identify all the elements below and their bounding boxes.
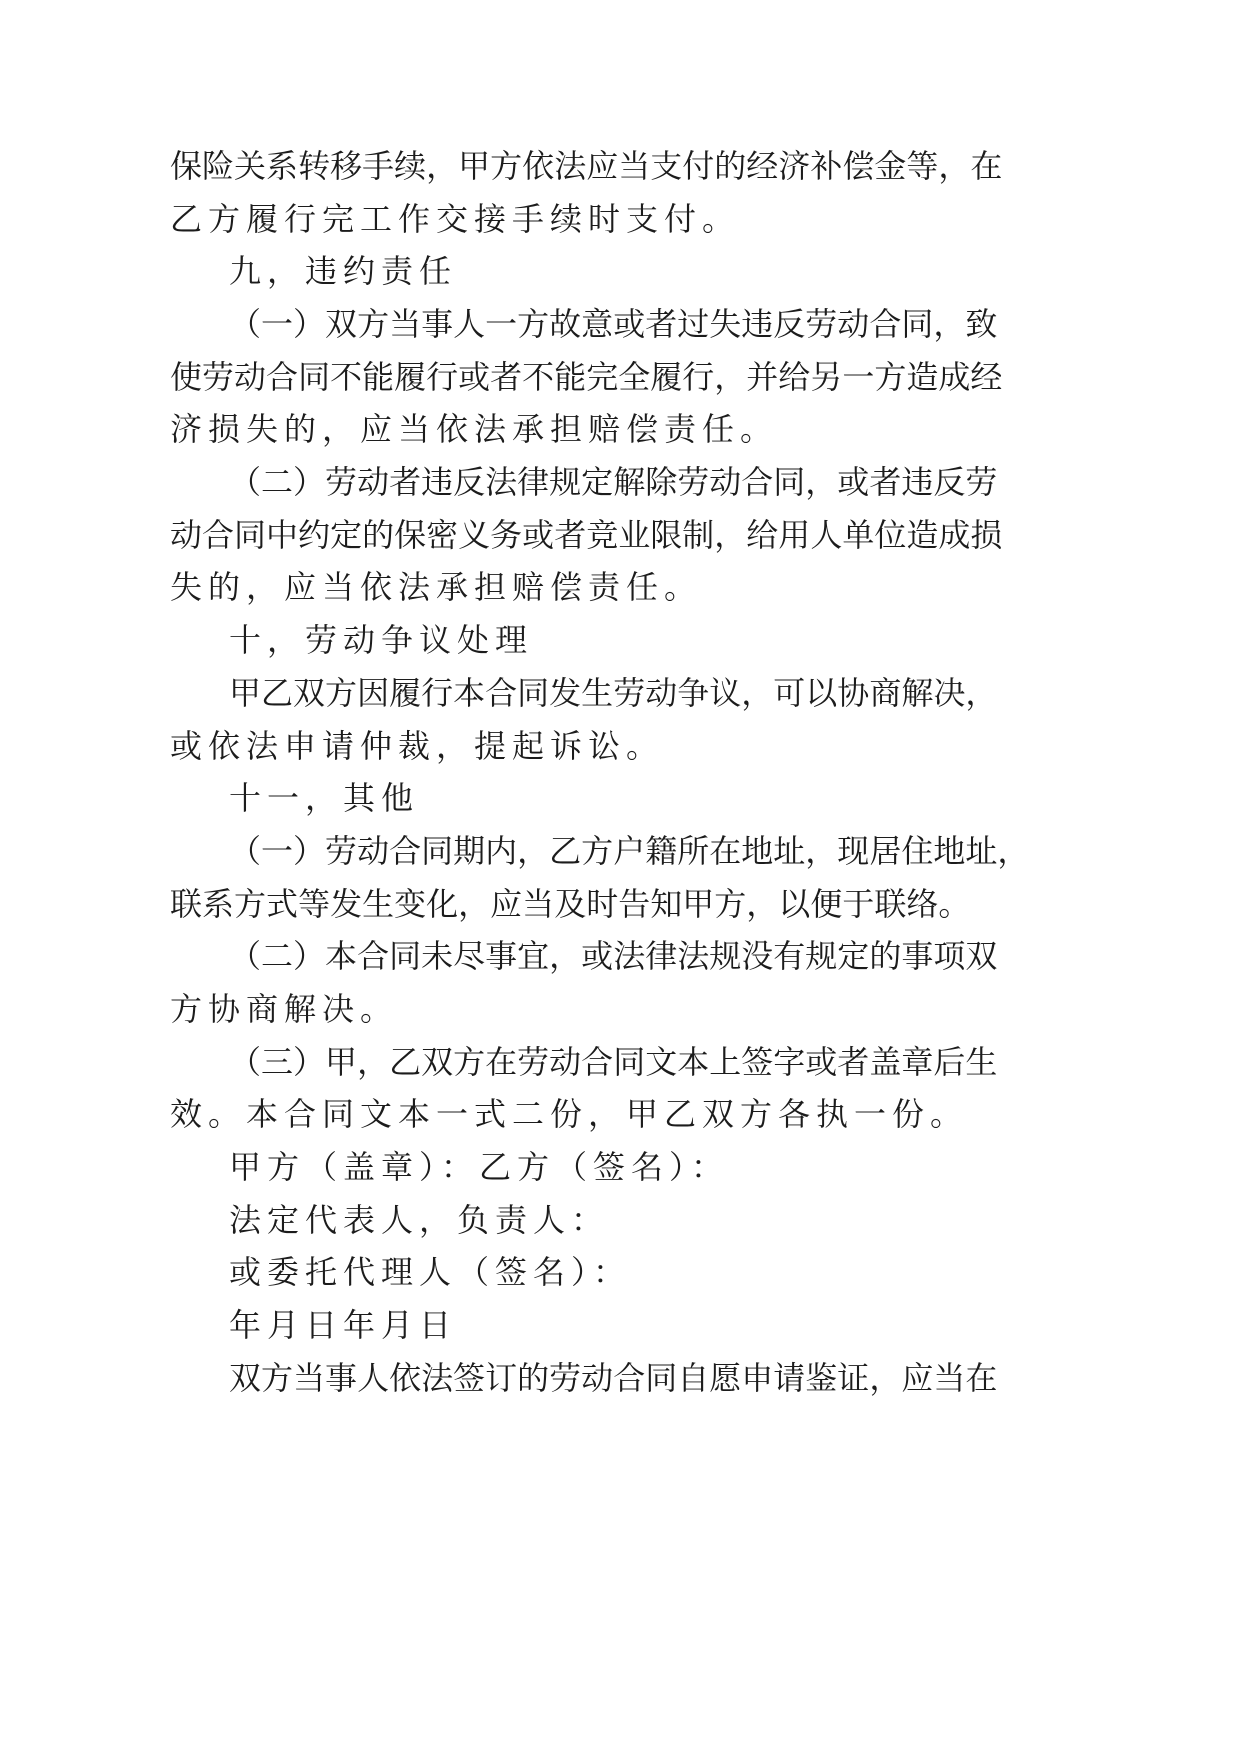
text-line: （ 二 ） 劳 动 者 违 反 法 律 规 定 解 除 劳 动 合 同 ， 或 者 违 反 劳 xyxy=(229,463,998,501)
text-line: 失的，应当依法承担赔偿责任。 xyxy=(170,568,703,606)
text-line: 方协商解决。 xyxy=(170,990,399,1028)
text-line: 效。本合同文本一式二份，甲乙双方各执一份。 xyxy=(170,1095,969,1133)
text-line: 动 合 同 中 约 定 的 保 密 义 务 或 者 竞 业 限 制 ， 给 用 人 单 位 造 成 损 xyxy=(170,516,1003,554)
section-heading: 十一，其他 xyxy=(229,779,420,817)
signature-line-agent: 或委托代理人（签名）： xyxy=(229,1253,632,1291)
text-line: 济损失的，应当依法承担赔偿责任。 xyxy=(170,410,779,448)
signature-date-line: 年月日年月日 xyxy=(229,1306,458,1344)
text-line: 或依法申请仲裁，提起诉讼。 xyxy=(170,727,665,765)
text-line: （ 一 ） 双 方 当 事 人 一 方 故 意 或 者 过 失 违 反 劳 动 合 同 ， 致 xyxy=(229,305,998,343)
section-heading: 十，劳动争议处理 xyxy=(229,621,534,659)
text-line: 双 方 当 事 人 依 法 签 订 的 劳 动 合 同 自 愿 申 请 鉴 证 ， 应 当 在 xyxy=(229,1359,998,1397)
text-line: 保 险 关 系 转 移 手 续 ， 甲 方 依 法 应 当 支 付 的 经 济 补 偿 金 等 ， 在 xyxy=(170,147,1003,185)
signature-line-representative: 法定代表人，负责人： xyxy=(229,1201,610,1239)
section-heading: 九，违约责任 xyxy=(229,252,458,290)
text-line: 使 劳 动 合 同 不 能 履 行 或 者 不 能 完 全 履 行 ， 并 给 另 一 方 造 成 经 xyxy=(170,358,1003,396)
text-line: （ 三 ） 甲 ， 乙 双 方 在 劳 动 合 同 文 本 上 签 字 或 者 盖 章 后 生 xyxy=(229,1043,998,1081)
signature-line-parties: 甲方（盖章）：乙方（签名）： xyxy=(229,1148,730,1186)
text-line: （ 一 ） 劳 动 合 同 期 内 ， 乙 方 户 籍 所 在 地 址 ， 现 居 住 地 址 ， xyxy=(229,832,1030,870)
text-line: （ 二 ） 本 合 同 未 尽 事 宜 ， 或 法 律 法 规 没 有 规 定 的 事 项 双 xyxy=(229,937,998,975)
text-line: 联 系 方 式 等 发 生 变 化 ， 应 当 及 时 告 知 甲 方 ， 以 便 于 联 络 。 xyxy=(170,885,971,923)
text-line: 甲 乙 双 方 因 履 行 本 合 同 发 生 劳 动 争 议 ， 可 以 协 商 解 决 ， xyxy=(229,674,998,712)
text-line: 乙方履行完工作交接手续时支付。 xyxy=(170,200,741,238)
